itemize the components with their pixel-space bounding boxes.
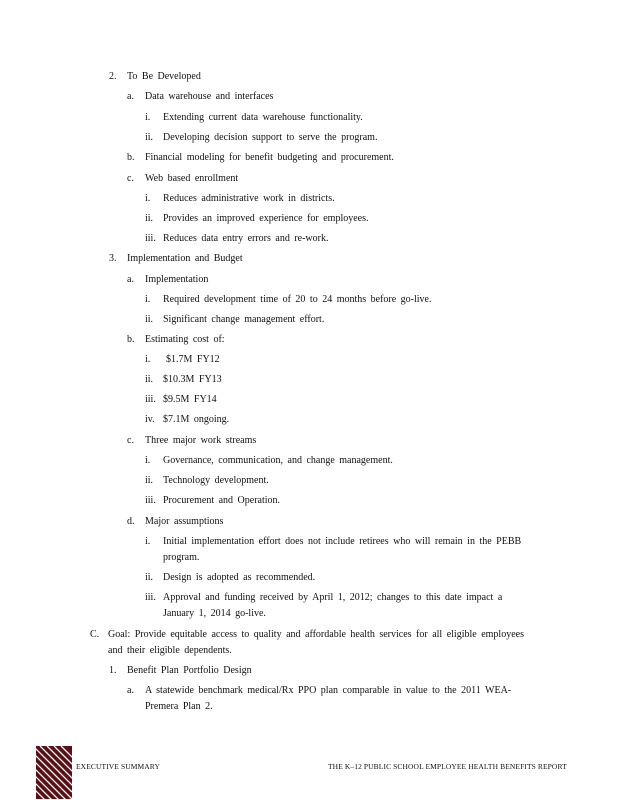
list-marker: c. xyxy=(127,435,134,446)
list-text: Approval and funding received by April 1, 2012; changes to this date impact a xyxy=(163,592,503,603)
outline-item-2ai xyxy=(145,111,363,124)
outline-item-2a xyxy=(127,90,273,103)
outline-item-3di-cont xyxy=(163,551,199,564)
outline-item-3cii xyxy=(145,474,269,487)
list-text: $10.3M FY13 xyxy=(163,374,222,385)
list-marker: ii. xyxy=(145,213,154,224)
list-text: January 1, 2014 go-live. xyxy=(163,608,266,619)
outline-item-3b xyxy=(127,333,225,346)
outline-item-3bi xyxy=(145,353,220,366)
list-text: A statewide benchmark medical/Rx PPO plan comparable in value to the 2011 WEA- xyxy=(145,685,512,696)
footer-report-title: THE K–12 PUBLIC SCHOOL EMPLOYEE HEALTH BENEFITS REPORT xyxy=(328,762,567,771)
footer-section-title: EXECUTIVE SUMMARY xyxy=(76,762,160,771)
list-text: Extending current data warehouse functionality. xyxy=(163,112,363,123)
list-text: Benefit Plan Portfolio Design xyxy=(127,665,252,676)
list-text: Major assumptions xyxy=(145,516,224,527)
outline-item-C1 xyxy=(109,664,252,677)
outline-item-C1a xyxy=(127,684,511,697)
list-marker: i. xyxy=(145,536,151,547)
outline-item-3diii xyxy=(145,591,502,604)
list-marker: ii. xyxy=(145,314,154,325)
outline-item-3 xyxy=(109,252,243,265)
list-marker: 1. xyxy=(109,665,117,676)
outline-item-2 xyxy=(109,70,201,83)
list-marker: 3. xyxy=(109,253,117,264)
outline-item-2ci xyxy=(145,192,335,205)
list-text: Implementation xyxy=(145,274,209,285)
list-marker: iii. xyxy=(145,233,156,244)
list-marker: i. xyxy=(145,294,151,305)
list-text: Web based enrollment xyxy=(145,173,239,184)
outline-item-2aii xyxy=(145,131,377,144)
outline-item-3di xyxy=(145,535,521,548)
list-text: Reduces administrative work in districts. xyxy=(163,193,335,204)
list-text: Three major work streams xyxy=(145,435,257,446)
list-text: and their eligible dependents. xyxy=(108,645,232,656)
outline-item-3diii-cont xyxy=(163,607,266,620)
list-text: Required development time of 20 to 24 months before go-live. xyxy=(163,294,432,305)
outline-item-3d xyxy=(127,515,223,528)
list-text: Premera Plan 2. xyxy=(145,701,213,712)
outline-item-3a xyxy=(127,273,208,286)
list-marker: i. xyxy=(145,112,151,123)
list-text: Procurement and Operation. xyxy=(163,495,281,506)
outline-item-2c xyxy=(127,172,238,185)
outline-item-3c xyxy=(127,434,256,447)
list-marker: a. xyxy=(127,274,134,285)
list-marker: ii. xyxy=(145,572,154,583)
outline-item-3biv xyxy=(145,413,229,426)
report-logo xyxy=(36,746,72,799)
list-marker: c. xyxy=(127,173,134,184)
outline-item-3biii xyxy=(145,393,217,406)
outline-item-C-cont xyxy=(108,644,232,657)
list-marker: i. xyxy=(145,455,151,466)
list-text: Developing decision support to serve the program. xyxy=(163,132,378,143)
list-text: Design is adopted as recommended. xyxy=(163,572,316,583)
list-marker: i. xyxy=(145,193,151,204)
list-text: Goal: Provide equitable access to quality and affordable health services for all eligible employees xyxy=(108,629,524,640)
outline-item-C1a-cont xyxy=(145,700,213,713)
list-marker: d. xyxy=(127,516,135,527)
list-text: $1.7M FY12 xyxy=(166,354,220,365)
list-text: Governance, communication, and change management. xyxy=(163,455,393,466)
list-text: Estimating cost of: xyxy=(145,334,225,345)
list-marker: ii. xyxy=(145,132,154,143)
list-text: Technology development. xyxy=(163,475,269,486)
outline-item-3ai xyxy=(145,293,432,306)
list-marker: a. xyxy=(127,685,134,696)
list-text: Initial implementation effort does not include retirees who will remain in the PEBB xyxy=(163,536,522,547)
outline-item-3ci xyxy=(145,454,393,467)
list-text: Implementation and Budget xyxy=(127,253,243,264)
list-marker: iii. xyxy=(145,394,156,405)
outline-item-2ciii xyxy=(145,232,329,245)
list-text: To Be Developed xyxy=(127,71,201,82)
list-marker: b. xyxy=(127,152,135,163)
outline-item-3ciii xyxy=(145,494,280,507)
outline-item-3dii xyxy=(145,571,315,584)
list-marker: ii. xyxy=(145,475,154,486)
list-text: $9.5M FY14 xyxy=(163,394,217,405)
list-marker: a. xyxy=(127,91,134,102)
list-text: program. xyxy=(163,552,200,563)
outline-item-2b xyxy=(127,151,394,164)
list-text: Financial modeling for benefit budgeting and procurement. xyxy=(145,152,394,163)
list-text: $7.1M ongoing. xyxy=(163,414,230,425)
list-marker: C. xyxy=(90,629,100,640)
list-text: Provides an improved experience for employees. xyxy=(163,213,369,224)
list-marker: iv. xyxy=(145,414,155,425)
outline-item-C xyxy=(90,628,524,641)
list-marker: iii. xyxy=(145,495,156,506)
list-marker: b. xyxy=(127,334,135,345)
list-marker: i. xyxy=(145,354,151,365)
list-text: Significant change management effort. xyxy=(163,314,325,325)
outline-item-3aii xyxy=(145,313,324,326)
outline-item-2cii xyxy=(145,212,369,225)
list-marker: 2. xyxy=(109,71,117,82)
list-text: Reduces data entry errors and re-work. xyxy=(163,233,329,244)
list-text: Data warehouse and interfaces xyxy=(145,91,274,102)
list-marker: iii. xyxy=(145,592,156,603)
outline-item-3bii xyxy=(145,373,222,386)
list-marker: ii. xyxy=(145,374,154,385)
